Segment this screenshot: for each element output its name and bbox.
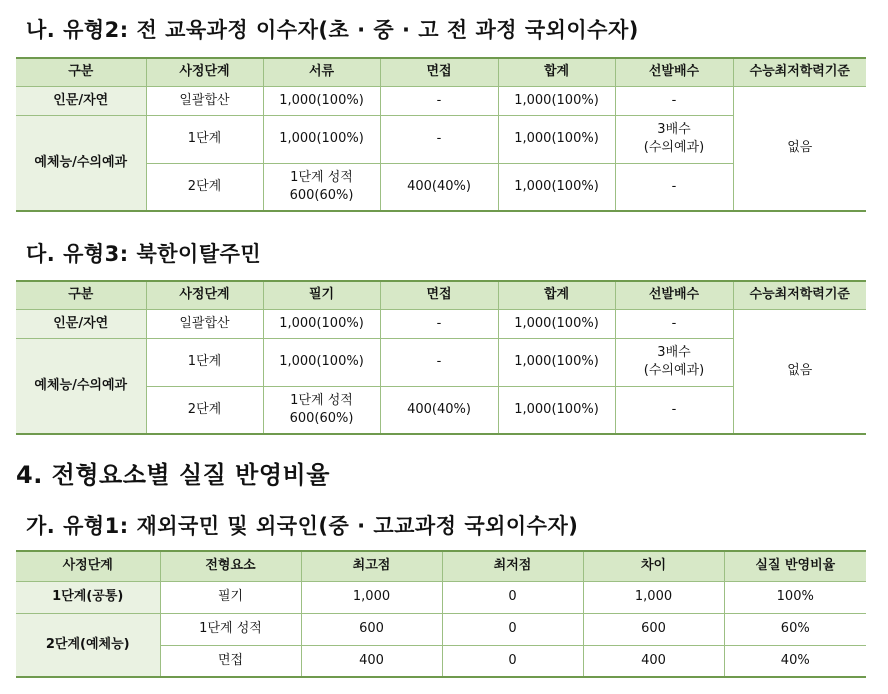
header-max: 최고점 bbox=[301, 551, 442, 581]
total-cell: 1,000(100%) bbox=[498, 115, 615, 163]
min-standard-cell: 없음 bbox=[733, 86, 866, 211]
total-cell: 1,000(100%) bbox=[498, 309, 615, 338]
written-line1: 1단계 성적 bbox=[290, 392, 353, 408]
stage-cell: 1단계 bbox=[146, 115, 263, 163]
written-cell: 1,000(100%) bbox=[263, 338, 380, 386]
header-group: 구분 bbox=[16, 58, 146, 86]
written-cell bbox=[263, 386, 380, 434]
total-cell: 1,000(100%) bbox=[498, 86, 615, 115]
table-row bbox=[16, 86, 866, 115]
table-row bbox=[16, 581, 866, 613]
stage-cell: 2단계 bbox=[146, 386, 263, 434]
header-written: 필기 bbox=[263, 281, 380, 309]
written-cell: 1,000(100%) bbox=[263, 309, 380, 338]
multiple-line2: (수의예과) bbox=[643, 140, 705, 155]
header-diff: 차이 bbox=[583, 551, 724, 581]
diff-cell: 1,000 bbox=[583, 581, 724, 613]
header-min-standard: 수능최저학력기준 bbox=[733, 281, 866, 309]
multiple-cell bbox=[615, 338, 733, 386]
header-total: 합계 bbox=[498, 58, 615, 86]
multiple-line1: 3배수 bbox=[657, 122, 691, 137]
element-cell: 1단계 성적 bbox=[160, 613, 301, 645]
ratio-cell: 60% bbox=[724, 613, 866, 645]
document-line1: 1단계 성적 bbox=[290, 169, 353, 185]
header-multiple: 선발배수 bbox=[615, 58, 733, 86]
stage-cell: 1단계 bbox=[146, 338, 263, 386]
header-stage: 사정단계 bbox=[16, 551, 160, 581]
group-label: 예체능/수의예과 bbox=[16, 338, 146, 434]
table-row bbox=[16, 309, 866, 338]
table-ga bbox=[16, 550, 866, 678]
header-group: 구분 bbox=[16, 281, 146, 309]
total-cell: 1,000(100%) bbox=[498, 386, 615, 434]
stage-label: 2단계(예체능) bbox=[16, 613, 160, 677]
header-min: 최저점 bbox=[442, 551, 583, 581]
group-label: 인문/자연 bbox=[16, 86, 146, 115]
document-cell: 1,000(100%) bbox=[263, 86, 380, 115]
max-cell: 1,000 bbox=[301, 581, 442, 613]
document-cell: 1,000(100%) bbox=[263, 115, 380, 163]
header-interview: 면접 bbox=[380, 281, 498, 309]
max-cell: 400 bbox=[301, 645, 442, 677]
max-cell: 600 bbox=[301, 613, 442, 645]
stage-cell: 일괄합산 bbox=[146, 309, 263, 338]
section-na-title: 나. 유형2: 전 교육과정 이수자(초 · 중 · 고 전 과정 국외이수자) bbox=[26, 18, 639, 42]
multiple-cell: - bbox=[615, 163, 733, 211]
multiple-cell: - bbox=[615, 309, 733, 338]
total-cell: 1,000(100%) bbox=[498, 338, 615, 386]
header-stage: 사정단계 bbox=[146, 58, 263, 86]
interview-cell: - bbox=[380, 115, 498, 163]
ratio-cell: 100% bbox=[724, 581, 866, 613]
min-cell: 0 bbox=[442, 645, 583, 677]
section-ga-title: 가. 유형1: 재외국민 및 외국인(중 · 고교과정 국외이수자) bbox=[26, 514, 579, 538]
min-cell: 0 bbox=[442, 613, 583, 645]
section-4-title: 4. 전형요소별 실질 반영비율 bbox=[16, 461, 330, 489]
multiple-line2: (수의예과) bbox=[643, 363, 705, 378]
group-label: 인문/자연 bbox=[16, 309, 146, 338]
stage-cell: 일괄합산 bbox=[146, 86, 263, 115]
multiple-cell bbox=[615, 115, 733, 163]
group-label: 예체능/수의예과 bbox=[16, 115, 146, 211]
stage-label: 1단계(공통) bbox=[16, 581, 160, 613]
table-na bbox=[16, 57, 866, 212]
total-cell: 1,000(100%) bbox=[498, 163, 615, 211]
table-row bbox=[16, 613, 866, 645]
written-line2: 600(60%) bbox=[289, 410, 354, 426]
stage-cell: 2단계 bbox=[146, 163, 263, 211]
header-min-standard: 수능최저학력기준 bbox=[733, 58, 866, 86]
diff-cell: 600 bbox=[583, 613, 724, 645]
header-total: 합계 bbox=[498, 281, 615, 309]
min-cell: 0 bbox=[442, 581, 583, 613]
interview-cell: - bbox=[380, 338, 498, 386]
diff-cell: 400 bbox=[583, 645, 724, 677]
interview-cell: 400(40%) bbox=[380, 163, 498, 211]
header-document: 서류 bbox=[263, 58, 380, 86]
header-multiple: 선발배수 bbox=[615, 281, 733, 309]
interview-cell: - bbox=[380, 309, 498, 338]
document-cell bbox=[263, 163, 380, 211]
multiple-cell: - bbox=[615, 386, 733, 434]
element-cell: 필기 bbox=[160, 581, 301, 613]
section-da-title: 다. 유형3: 북한이탈주민 bbox=[26, 242, 262, 266]
element-cell: 면접 bbox=[160, 645, 301, 677]
header-ratio: 실질 반영비율 bbox=[724, 551, 866, 581]
interview-cell: - bbox=[380, 86, 498, 115]
multiple-cell: - bbox=[615, 86, 733, 115]
interview-cell: 400(40%) bbox=[380, 386, 498, 434]
header-element: 전형요소 bbox=[160, 551, 301, 581]
ratio-cell: 40% bbox=[724, 645, 866, 677]
multiple-line1: 3배수 bbox=[657, 345, 691, 360]
table-da bbox=[16, 280, 866, 435]
document-line2: 600(60%) bbox=[289, 187, 354, 203]
min-standard-cell: 없음 bbox=[733, 309, 866, 434]
header-interview: 면접 bbox=[380, 58, 498, 86]
header-stage: 사정단계 bbox=[146, 281, 263, 309]
